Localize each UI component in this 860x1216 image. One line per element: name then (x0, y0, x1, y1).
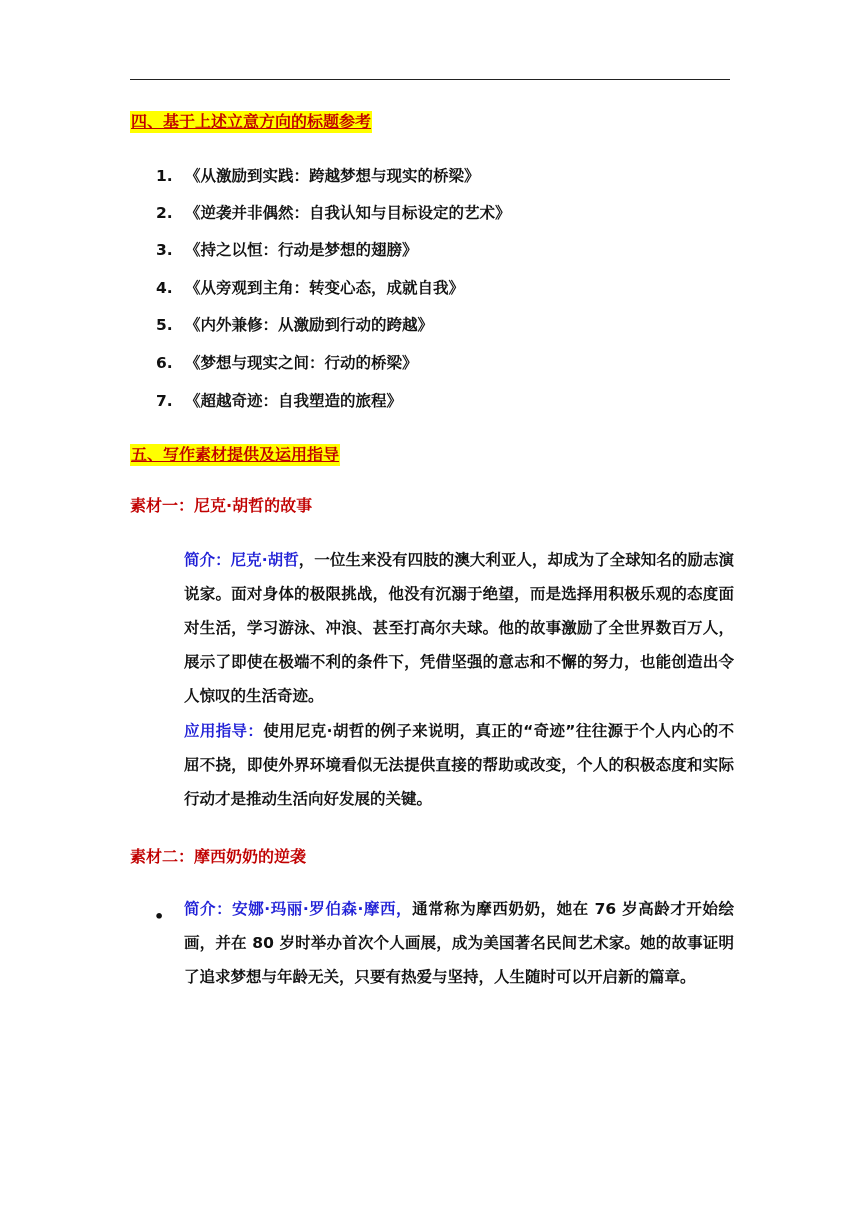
item-text: 《梦想与现实之间：行动的桥梁》 (185, 354, 418, 372)
intro-label: 简介：安娜·玛丽·罗伯森·摩西， (184, 900, 413, 918)
title-item-3 (156, 239, 418, 261)
item-text: 《从激励到实践：跨越梦想与现实的桥梁》 (185, 167, 480, 185)
material-1-intro (184, 543, 734, 713)
item-number: 6. (156, 354, 173, 372)
item-number: 7. (156, 392, 173, 410)
top-divider (130, 79, 730, 80)
title-item-4 (156, 277, 464, 299)
item-text: 《超越奇迹：自我塑造的旅程》 (185, 392, 403, 410)
bullet-icon: • (154, 907, 165, 926)
item-number: 2. (156, 204, 173, 222)
section-4-heading: 四、基于上述立意方向的标题参考 (131, 112, 372, 131)
title-item-5 (156, 314, 433, 336)
item-number: 3. (156, 241, 173, 259)
item-number: 4. (156, 279, 173, 297)
guide-text: 使用尼克·胡哲的例子来说明，真正的“奇迹”往往源于个人内心的不屈不挠，即使外界环境看似无法提供直接的帮助或改变，个人的积极态度和实际行动才是推动生活向好发展的关键。 (184, 722, 734, 808)
material-1-title: 素材一：尼克·胡哲的故事 (130, 496, 313, 515)
title-item-2 (156, 202, 511, 224)
title-item-7 (156, 390, 402, 412)
section-5-heading: 五、写作素材提供及运用指导 (131, 445, 340, 464)
item-text: 《逆袭并非偶然：自我认知与目标设定的艺术》 (185, 204, 511, 222)
guide-label: 应用指导： (184, 722, 264, 740)
material-1-guide (184, 714, 734, 816)
item-text: 《持之以恒：行动是梦想的翅膀》 (185, 241, 418, 259)
intro-label: 简介：尼克·胡哲 (184, 551, 299, 569)
title-item-6 (156, 352, 418, 374)
title-item-1 (156, 165, 480, 187)
item-text: 《从旁观到主角：转变心态，成就自我》 (185, 279, 465, 297)
intro-text: 通常称为摩西奶奶，她在 76 岁高龄才开始绘画，并在 80 岁时举办首次个人画展，成为美国著名民间艺术家。她的故事证明了追求梦想与年龄无关，只要有热爱与坚持，人生随时可以开启新的篇章。 (184, 900, 734, 986)
item-number: 1. (156, 167, 173, 185)
material-2-title: 素材二：摩西奶奶的逆袭 (130, 847, 307, 866)
item-text: 《内外兼修：从激励到行动的跨越》 (185, 316, 434, 334)
material-2-intro (184, 892, 734, 994)
item-number: 5. (156, 316, 173, 334)
intro-text: ，一位生来没有四肢的澳大利亚人，却成为了全球知名的励志演说家。面对身体的极限挑战，他没有沉溺于绝望，而是选择用积极乐观的态度面对生活，学习游泳、冲浪、甚至打高尔夫球。他的故事激励了全世界数百万人，展示了即使在极端不利的条件下，凭借坚强的意志和不懈的努力，也能创造出令人惊叹的生活奇迹。 (184, 551, 734, 705)
